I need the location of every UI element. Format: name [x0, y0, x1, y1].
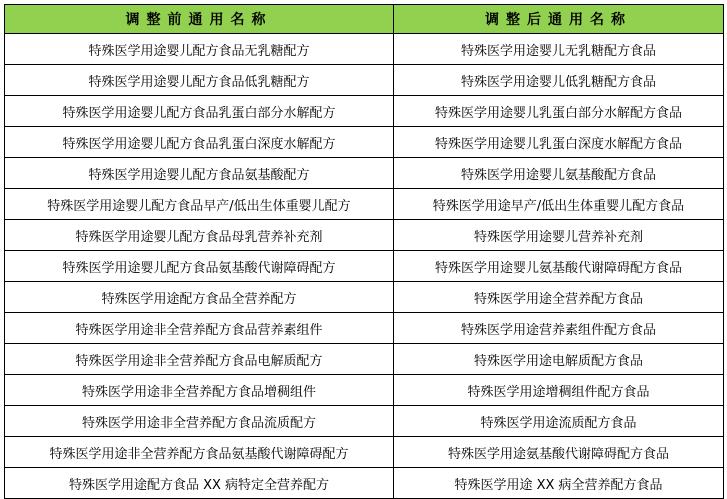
table-row	[5, 468, 724, 499]
before-name-cell: 特殊医学用途婴儿配方食品母乳营养补充剂	[5, 220, 394, 251]
after-name-cell: 特殊医学用途早产/低出生体重婴儿配方食品	[394, 189, 724, 220]
table-row	[5, 344, 724, 375]
table-row	[5, 437, 724, 468]
header-after-name: 调整后通用名称	[394, 5, 724, 34]
after-name-cell: 特殊医学用途婴儿乳蛋白部分水解配方食品	[394, 96, 724, 127]
after-name-cell: 特殊医学用途流质配方食品	[394, 406, 724, 437]
before-name-cell: 特殊医学用途非全营养配方食品电解质配方	[5, 344, 394, 375]
before-name-cell: 特殊医学用途婴儿配方食品低乳糖配方	[5, 65, 394, 96]
table-row	[5, 220, 724, 251]
table-row	[5, 65, 724, 96]
before-name-cell: 特殊医学用途非全营养配方食品增稠组件	[5, 375, 394, 406]
after-name-cell: 特殊医学用途 XX 病全营养配方食品	[394, 468, 724, 499]
table-row	[5, 406, 724, 437]
before-name-cell: 特殊医学用途非全营养配方食品营养素组件	[5, 313, 394, 344]
after-name-cell: 特殊医学用途婴儿氨基酸配方食品	[394, 158, 724, 189]
table-row	[5, 127, 724, 158]
before-name-cell: 特殊医学用途婴儿配方食品乳蛋白部分水解配方	[5, 96, 394, 127]
after-name-cell: 特殊医学用途增稠组件配方食品	[394, 375, 724, 406]
table-row	[5, 313, 724, 344]
before-name-cell: 特殊医学用途配方食品 XX 病特定全营养配方	[5, 468, 394, 499]
header-before-name: 调整前通用名称	[5, 5, 394, 34]
before-name-cell: 特殊医学用途非全营养配方食品流质配方	[5, 406, 394, 437]
after-name-cell: 特殊医学用途婴儿无乳糖配方食品	[394, 34, 724, 65]
after-name-cell: 特殊医学用途婴儿低乳糖配方食品	[394, 65, 724, 96]
before-name-cell: 特殊医学用途婴儿配方食品氨基酸配方	[5, 158, 394, 189]
table-row	[5, 189, 724, 220]
table-row	[5, 282, 724, 313]
before-name-cell: 特殊医学用途婴儿配方食品氨基酸代谢障碍配方	[5, 251, 394, 282]
table-row	[5, 251, 724, 282]
after-name-cell: 特殊医学用途氨基酸代谢障碍配方食品	[394, 437, 724, 468]
name-comparison-table-container	[4, 4, 723, 493]
header-row	[5, 5, 724, 34]
after-name-cell: 特殊医学用途全营养配方食品	[394, 282, 724, 313]
table-row	[5, 158, 724, 189]
table-row	[5, 375, 724, 406]
before-name-cell: 特殊医学用途非全营养配方食品氨基酸代谢障碍配方	[5, 437, 394, 468]
before-name-cell: 特殊医学用途婴儿配方食品无乳糖配方	[5, 34, 394, 65]
after-name-cell: 特殊医学用途营养素组件配方食品	[394, 313, 724, 344]
table-row	[5, 96, 724, 127]
table-row	[5, 34, 724, 65]
before-name-cell: 特殊医学用途婴儿配方食品乳蛋白深度水解配方	[5, 127, 394, 158]
after-name-cell: 特殊医学用途婴儿乳蛋白深度水解配方食品	[394, 127, 724, 158]
before-name-cell: 特殊医学用途婴儿配方食品早产/低出生体重婴儿配方	[5, 189, 394, 220]
before-name-cell: 特殊医学用途配方食品全营养配方	[5, 282, 394, 313]
name-comparison-table	[4, 4, 724, 499]
after-name-cell: 特殊医学用途婴儿氨基酸代谢障碍配方食品	[394, 251, 724, 282]
after-name-cell: 特殊医学用途电解质配方食品	[394, 344, 724, 375]
after-name-cell: 特殊医学用途婴儿营养补充剂	[394, 220, 724, 251]
